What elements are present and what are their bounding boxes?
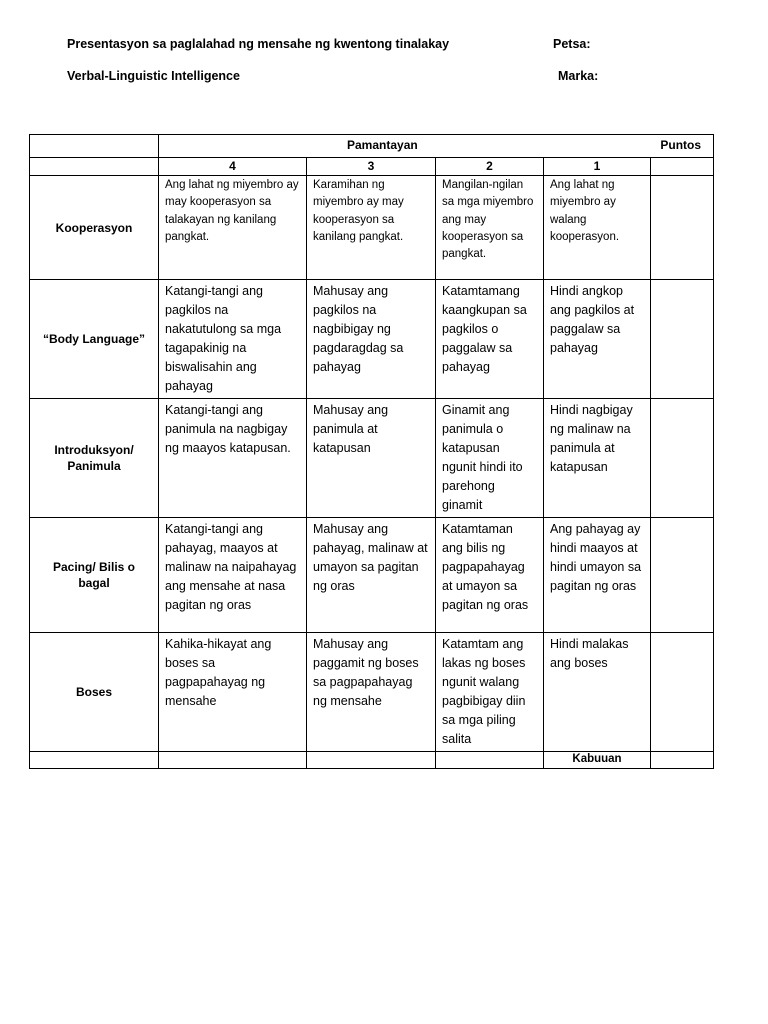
descriptor-cell: Mahusay ang paggamit ng boses sa pagpapahayag ng mensahe — [307, 633, 436, 752]
descriptor-cell: Mahusay ang panimula at katapusan — [307, 399, 436, 518]
total-blank-cell — [30, 752, 159, 769]
grade-label: Marka: — [558, 69, 599, 83]
level-4-header: 4 — [159, 158, 307, 176]
points-cell — [651, 280, 714, 399]
descriptor-cell: Katangi-tangi ang panimula na nagbigay ng maayos katapusan. — [159, 399, 307, 518]
points-cell — [651, 176, 714, 280]
date-label: Petsa: — [553, 37, 591, 51]
table-row — [30, 633, 714, 752]
descriptor-cell: Katangi-tangi ang pahayag, maayos at malinaw na naipahayag ang mensahe at nasa pagitan ng oras — [159, 518, 307, 633]
table-row — [30, 399, 714, 518]
descriptor-cell: Kahika-hikayat ang boses sa pagpapahayag ng mensahe — [159, 633, 307, 752]
descriptor-cell: Ang pahayag ay hindi maayos at hindi umayon sa pagitan ng oras — [544, 518, 651, 633]
corner-cell — [30, 135, 159, 158]
descriptor-cell: Hindi angkop ang pagkilos at paggalaw sa pahayag — [544, 280, 651, 399]
table-header-row — [30, 135, 714, 158]
criterion-cell: Introduksyon/ Panimula — [30, 399, 159, 518]
intelligence-label: Verbal-Linguistic Intelligence — [67, 69, 240, 83]
descriptor-cell: Ginamit ang panimula o katapusan ngunit hindi ito parehong ginamit — [436, 399, 544, 518]
points-cell — [651, 399, 714, 518]
descriptor-cell: Hindi nagbigay ng malinaw na panimula at katapusan — [544, 399, 651, 518]
level-2-header: 2 — [436, 158, 544, 176]
points-label: Puntos — [660, 138, 702, 152]
criterion-cell: Boses — [30, 633, 159, 752]
table-row — [30, 176, 714, 280]
total-blank-cell — [436, 752, 544, 769]
standards-header-cell — [159, 135, 714, 158]
descriptor-cell: Karamihan ng miyembro ay may kooperasyon sa kanilang pangkat. — [307, 176, 436, 280]
total-label: Kabuuan — [544, 752, 651, 769]
descriptor-cell: Hindi malakas ang boses — [544, 633, 651, 752]
descriptor-cell: Katamtamang kaangkupan sa pagkilos o paggalaw sa pahayag — [436, 280, 544, 399]
descriptor-cell: Ang lahat ng miyembro ay walang kooperasyon. — [544, 176, 651, 280]
criterion-cell: Kooperasyon — [30, 176, 159, 280]
descriptor-cell: Mangilan-ngilan sa mga miyembro ang may kooperasyon sa pangkat. — [436, 176, 544, 280]
level-3-header: 3 — [307, 158, 436, 176]
points-blank-cell — [651, 158, 714, 176]
rubric-table — [29, 134, 714, 769]
table-row — [30, 518, 714, 633]
total-points-cell — [651, 752, 714, 769]
criterion-cell: “Body Language” — [30, 280, 159, 399]
descriptor-cell: Ang lahat ng miyembro ay may kooperasyon sa talakayan ng kanilang pangkat. — [159, 176, 307, 280]
total-blank-cell — [159, 752, 307, 769]
descriptor-cell: Mahusay ang pagkilos na nagbibigay ng pagdaragdag sa pahayag — [307, 280, 436, 399]
descriptor-cell: Mahusay ang pahayag, malinaw at umayon sa pagitan ng oras — [307, 518, 436, 633]
descriptor-cell: Katangi-tangi ang pagkilos na nakatutulong sa mga tagapakinig na biswalisahin ang pahayag — [159, 280, 307, 399]
descriptor-cell: Katamtam ang lakas ng boses ngunit walang pagbibigay diin sa mga piling salita — [436, 633, 544, 752]
total-blank-cell — [307, 752, 436, 769]
levels-row — [30, 158, 714, 176]
standards-label: Pamantayan — [347, 138, 418, 152]
criterion-cell: Pacing/ Bilis o bagal — [30, 518, 159, 633]
points-cell — [651, 633, 714, 752]
total-row — [30, 752, 714, 769]
level-1-header: 1 — [544, 158, 651, 176]
points-cell — [651, 518, 714, 633]
descriptor-cell: Katamtaman ang bilis ng pagpapahayag at umayon sa pagitan ng oras — [436, 518, 544, 633]
document-title: Presentasyon sa paglalahad ng mensahe ng kwentong tinalakay — [67, 37, 450, 51]
levels-blank-cell — [30, 158, 159, 176]
table-row — [30, 280, 714, 399]
